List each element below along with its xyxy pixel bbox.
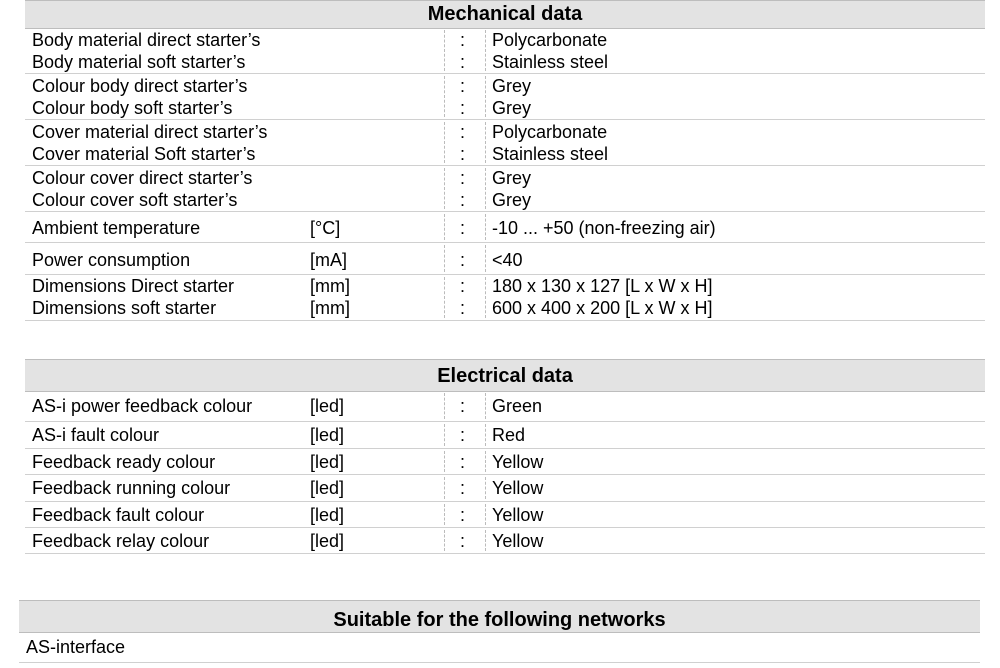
- spec-label: AS-i fault colour: [32, 425, 160, 445]
- spec-colon: :: [460, 76, 466, 96]
- spec-colon: :: [460, 452, 466, 472]
- spec-label: Cover material Soft starter’s: [32, 144, 256, 164]
- spec-colon: :: [460, 250, 466, 270]
- spec-value: Yellow: [492, 478, 544, 498]
- spec-value: Polycarbonate: [492, 30, 608, 50]
- spec-row: [25, 424, 985, 446]
- spec-row: [25, 75, 985, 97]
- spec-unit: [led]: [310, 452, 345, 472]
- spec-unit: [mA]: [310, 250, 348, 270]
- spec-value: Stainless steel: [492, 52, 609, 72]
- spec-colon: :: [460, 144, 466, 164]
- spec-value: <40: [492, 250, 523, 270]
- spec-row: [25, 51, 985, 73]
- spec-colon: :: [460, 425, 466, 445]
- spec-row: [25, 97, 985, 119]
- spec-group: [25, 449, 985, 475]
- spec-row: [25, 297, 985, 319]
- spec-value: Yellow: [492, 452, 544, 472]
- spec-label: Feedback running colour: [32, 478, 231, 498]
- spec-value: Red: [492, 425, 526, 445]
- spec-label: Body material direct starter’s: [32, 30, 261, 50]
- spec-label: Colour body soft starter’s: [32, 98, 233, 118]
- spec-colon: :: [460, 478, 466, 498]
- spec-group: [25, 166, 985, 212]
- spec-row: [19, 636, 980, 658]
- spec-unit: [mm]: [310, 298, 350, 318]
- spec-label: Colour body direct starter’s: [32, 76, 248, 96]
- spec-row: [25, 29, 985, 51]
- mechanical-data-section: [25, 0, 985, 322]
- spec-label: Dimensions Direct starter: [32, 276, 235, 296]
- mechanical-data-header: [25, 0, 985, 29]
- spec-group: [25, 275, 985, 321]
- spec-row: [25, 249, 985, 271]
- spec-row: [25, 395, 985, 417]
- spec-unit: [mm]: [310, 276, 350, 296]
- spec-label: Body material soft starter’s: [32, 52, 246, 72]
- spec-group: [25, 422, 985, 449]
- spec-unit: [led]: [310, 505, 345, 525]
- spec-group: [25, 212, 985, 243]
- spec-colon: :: [460, 168, 466, 188]
- spec-colon: :: [460, 276, 466, 296]
- spec-group: [25, 475, 985, 502]
- spec-unit: [led]: [310, 478, 345, 498]
- spec-value: Grey: [492, 168, 532, 188]
- spec-value: -10 ... +50 (non-freezing air): [492, 218, 716, 238]
- spec-group: [25, 74, 985, 120]
- spec-label: Feedback ready colour: [32, 452, 216, 472]
- spec-label: Power consumption: [32, 250, 191, 270]
- spec-row: [25, 121, 985, 143]
- spec-row: [25, 530, 985, 552]
- spec-colon: :: [460, 218, 466, 238]
- spec-colon: :: [460, 122, 466, 142]
- spec-unit: [led]: [310, 425, 345, 445]
- spec-row: [25, 451, 985, 473]
- spec-label: Colour cover direct starter’s: [32, 168, 253, 188]
- electrical-data-header: [25, 359, 985, 392]
- networks-header: [19, 600, 980, 633]
- spec-colon: :: [460, 531, 466, 551]
- spec-colon: :: [460, 30, 466, 50]
- section-title: Mechanical data: [427, 3, 583, 25]
- spec-row: [25, 275, 985, 297]
- spec-group: [25, 243, 985, 275]
- spec-group: [25, 502, 985, 528]
- networks-section: [19, 600, 980, 664]
- spec-value: Green: [492, 396, 543, 416]
- spec-row: [25, 189, 985, 211]
- spec-group: [25, 528, 985, 554]
- spec-label: Ambient temperature: [32, 218, 201, 238]
- spec-unit: [°C]: [310, 218, 341, 238]
- spec-value: Grey: [492, 190, 532, 210]
- spec-label: Dimensions soft starter: [32, 298, 217, 318]
- spec-label: Feedback fault colour: [32, 505, 205, 525]
- spec-colon: :: [460, 190, 466, 210]
- section-title: Electrical data: [437, 365, 573, 387]
- spec-colon: :: [460, 98, 466, 118]
- spec-colon: :: [460, 396, 466, 416]
- spec-colon: :: [460, 505, 466, 525]
- spec-group: [25, 28, 985, 74]
- spec-group: [19, 632, 980, 663]
- spec-value: 600 x 400 x 200 [L x W x H]: [492, 298, 713, 318]
- spec-value: Stainless steel: [492, 144, 609, 164]
- spec-value: Polycarbonate: [492, 122, 608, 142]
- spec-value: Grey: [492, 76, 532, 96]
- spec-value: Yellow: [492, 531, 544, 551]
- spec-group: [25, 120, 985, 166]
- network-label: AS-interface: [26, 637, 126, 657]
- spec-label: AS-i power feedback colour: [32, 396, 253, 416]
- electrical-data-section: [25, 359, 985, 554]
- spec-row: [25, 143, 985, 165]
- spec-label: Cover material direct starter’s: [32, 122, 268, 142]
- spec-unit: [led]: [310, 396, 345, 416]
- spec-row: [25, 477, 985, 499]
- spec-group: [25, 391, 985, 422]
- spec-unit: [led]: [310, 531, 345, 551]
- spec-colon: :: [460, 52, 466, 72]
- spec-colon: :: [460, 298, 466, 318]
- spec-row: [25, 504, 985, 526]
- spec-value: 180 x 130 x 127 [L x W x H]: [492, 276, 713, 296]
- spec-value: Grey: [492, 98, 532, 118]
- spec-label: Colour cover soft starter’s: [32, 190, 238, 210]
- section-title: Suitable for the following networks: [333, 609, 666, 631]
- spec-label: Feedback relay colour: [32, 531, 210, 551]
- spec-row: [25, 167, 985, 189]
- spec-value: Yellow: [492, 505, 544, 525]
- spec-row: [25, 217, 985, 239]
